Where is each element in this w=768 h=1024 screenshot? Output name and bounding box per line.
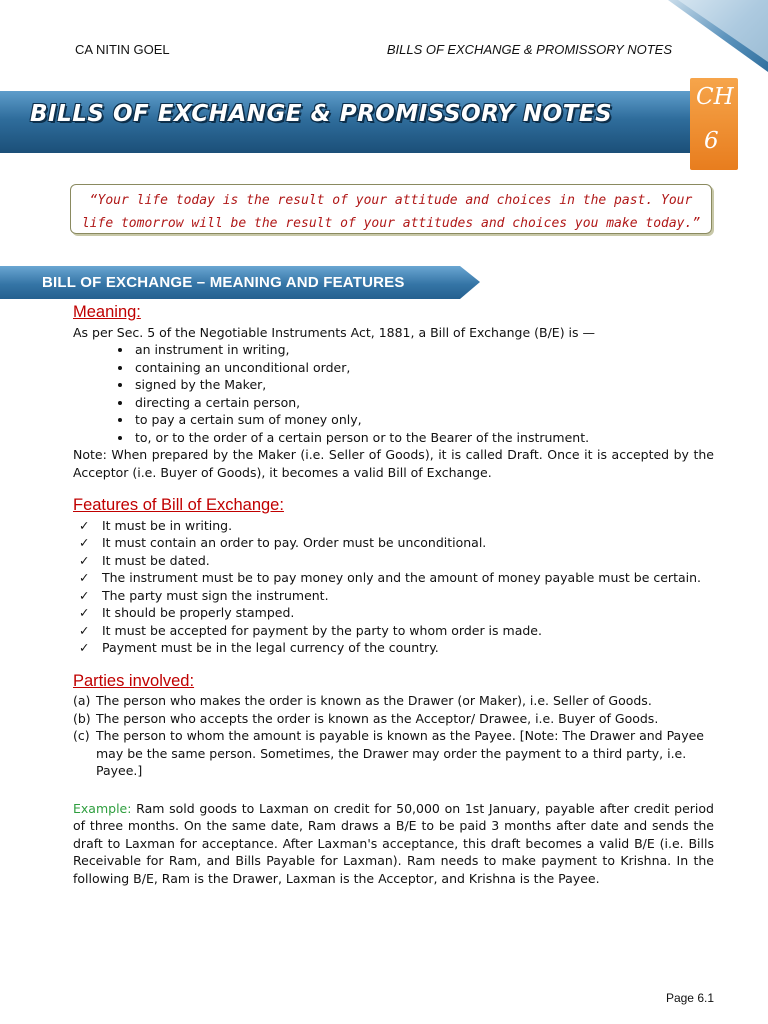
example-label: Example: (73, 800, 132, 816)
chapter-number-badge (690, 78, 738, 170)
checkmark-icon: ✓ (79, 587, 90, 603)
list-item: ✓ The party must sign the instrument. (79, 587, 329, 603)
checkmark-icon: ✓ (79, 570, 90, 585)
section-title: BILL OF EXCHANGE – MEANING AND FEATURES (42, 274, 405, 291)
checkmark-icon: ✓ (79, 552, 90, 568)
list-item: ✓ It must be dated. (79, 552, 210, 568)
list-item: (a) The person who makes the order is known as the Drawer (or Maker), i.e. Seller of Goods. (73, 693, 652, 708)
page-content (73, 304, 714, 887)
page-number: Page 6.1 (665, 991, 714, 1005)
parties-heading: Parties involved: (73, 671, 195, 690)
meaning-note: Note: When prepared by the Maker (i.e. Seller of Goods), it is called Draft. Once it is accepted by the Acceptor (i.e. Buyer of Goods), it becomes a valid Bill of Exchange. (73, 447, 714, 480)
list-item: • containing an unconditional order, (133, 359, 714, 377)
quote-box: “Your life today is the result of your attitude and choices in the past. Your life tomorrow will be the result of your attitudes and choices you make today.” (70, 184, 712, 234)
header-chapter-title: BILLS OF EXCHANGE & PROMISSORY NOTES (386, 42, 672, 57)
list-item: • directing a certain person, (133, 394, 714, 412)
list-item: ✓ It must be in writing. (79, 517, 233, 533)
header-author: CA NITIN GOEL (75, 42, 170, 57)
list-item: ✓ It must be accepted for payment by the party to whom order is made. (79, 622, 542, 638)
features-list (73, 517, 714, 657)
list-item: ✓ Payment must be in the legal currency of the country. (79, 640, 439, 655)
list-item: ✓ It should be properly stamped. (79, 605, 295, 620)
list-item: • an instrument in writing, (133, 341, 714, 359)
meaning-heading: Meaning: (73, 303, 141, 321)
list-item: (c) The person to whom the amount is payable is known as the Payee. [Note: The Drawer and Payee may be the same person. Sometimes, the Drawer may order the payment to a third party, i.e. Payee.] (73, 728, 704, 778)
checkmark-icon: ✓ (79, 517, 90, 533)
checkmark-icon: ✓ (79, 605, 90, 620)
list-item: • to pay a certain sum of money only, (133, 411, 714, 429)
chapter-title: BILLS OF EXCHANGE & PROMISSORY NOTES (30, 101, 613, 127)
list-item: ✓ It must contain an order to pay. Order must be unconditional. (79, 535, 487, 550)
checkmark-icon: ✓ (79, 535, 90, 550)
features-heading: Features of Bill of Exchange: (73, 496, 284, 514)
checkmark-icon: ✓ (79, 622, 90, 638)
example-paragraph (73, 800, 714, 888)
checkmark-icon: ✓ (79, 640, 90, 655)
chapter-number: 6 (704, 128, 719, 154)
meaning-intro: As per Sec. 5 of the Negotiable Instruments Act, 1881, a Bill of Exchange (B/E) is — (73, 324, 595, 340)
list-item: ✓ The instrument must be to pay money only and the amount of money payable must be certain. (79, 570, 701, 585)
meaning-list (73, 341, 714, 446)
list-item: • to, or to the order of a certain person or to the Bearer of the instrument. (133, 429, 714, 447)
example-text: Ram sold goods to Laxman on credit for 50,000 on 1st January, payable after credit period of three months. On the same date, Ram draws a B/E to be paid 3 months after date and sends the draft to Laxman for acceptance. After Laxman's acceptance, this draft becomes a valid B/E (i.e. Bills Receivable for Ram, and Bills Payable for Laxman). Ram needs to make payment to Krishna. In the following B/E, Ram is the Drawer, Laxman is the Acceptor, and Krishna is the Payee. (73, 800, 714, 886)
chapter-label: CH (696, 84, 734, 110)
list-item: • signed by the Maker, (133, 376, 714, 394)
parties-list (73, 692, 714, 780)
list-item: (b) The person who accepts the order is known as the Acceptor/ Drawee, i.e. Buyer of Goods. (73, 710, 659, 726)
